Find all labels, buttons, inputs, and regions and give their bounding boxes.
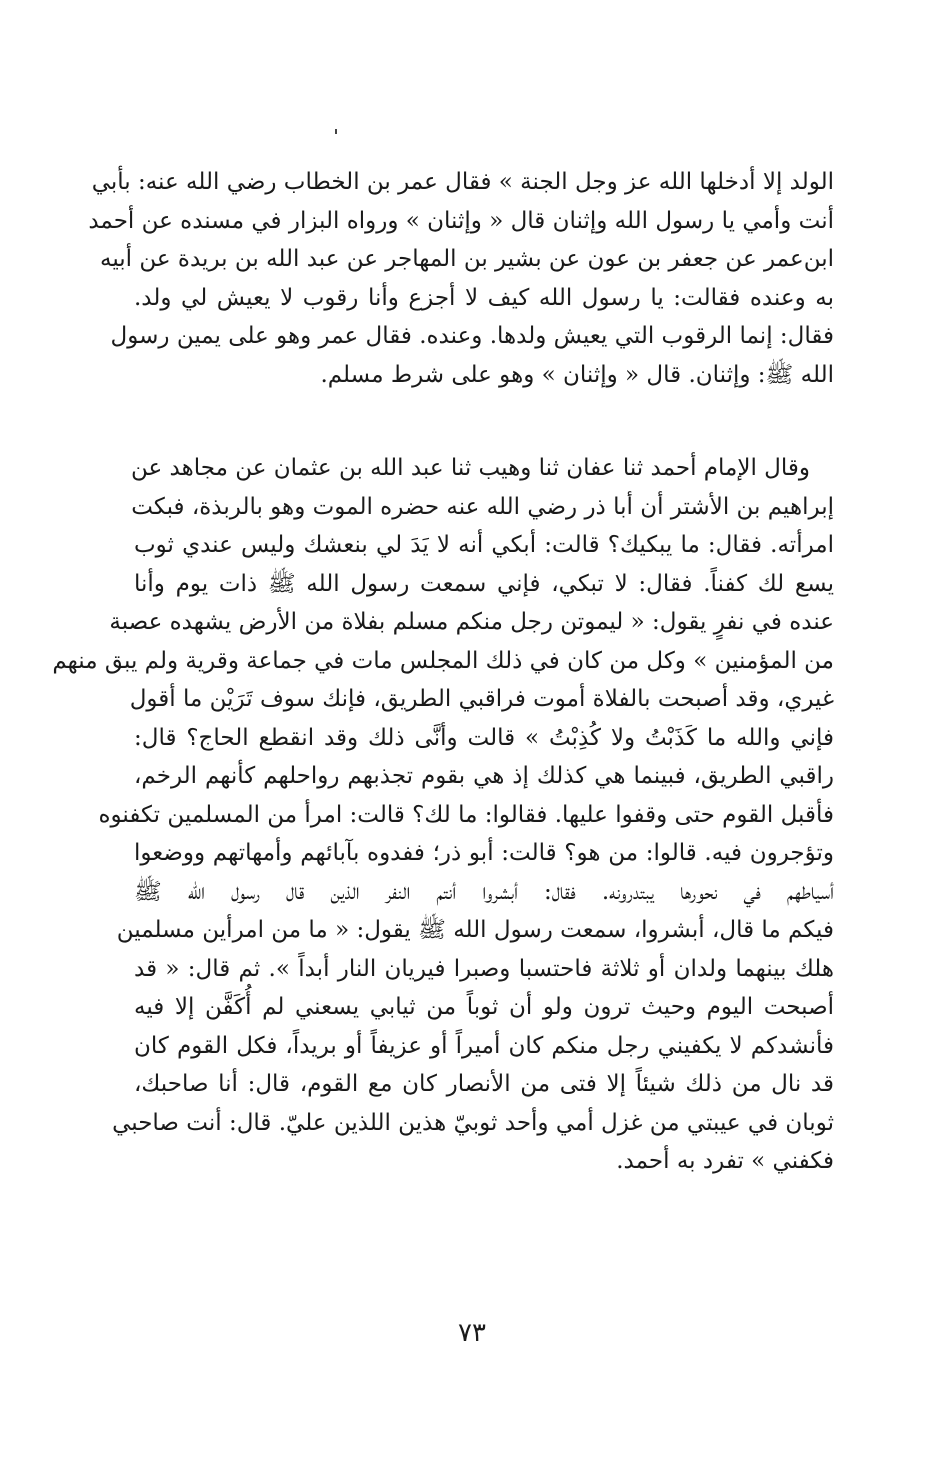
text-line: إبراهيم بن الأشتر أن أبا ذر رضي الله عنه حضره الموت وهو بالربذة، فبكت: [131, 493, 834, 520]
text-line: من المؤمنين » وكل من كان في ذلك المجلس مات في جماعة وقرية ولم يبق منهم: [52, 647, 834, 674]
text-line: هلك بينهما ولدان أو ثلاثة فاحتسبا وصبرا فيريان النار أبداً ». ثم قال: « قد: [134, 955, 834, 982]
text-line: قد نال من ذلك شيئاً إلا فتى من الأنصار كان مع القوم، قال: أنا صاحبك،: [134, 1071, 834, 1097]
paragraph-2: [52, 449, 834, 1181]
paragraph-1: [88, 163, 834, 394]
text-line: وتؤجرون فيه. قالوا: من هو؟ قالت: أبو ذر؛ ففدوه بآبائهم وأمهاتهم ووضعوا: [134, 840, 834, 866]
text-line: راقبي الطريق، فبينما هي كذلك إذ هي بقوم تجذبهم رواحلهم كأنهم الرخم،: [134, 763, 834, 789]
text-line: امرأته. فقال: ما يبكيك؟ قالت: أبكي أنه لا يَدَ لي بنعشك وليس عندي ثوب: [134, 532, 834, 558]
text-line: فكفني » تفرد به أحمد.: [616, 1148, 834, 1174]
text-line: يسع لك كفناً. فقال: لا تبكي، فإني سمعت رسول الله ﷺ ذات يوم وأنا: [134, 570, 834, 597]
text-line: فقال: إنما الرقوب التي يعيش ولدها. وعنده. فقال عمر وهو على يمين رسول: [110, 323, 834, 349]
text-line: وقال الإمام أحمد ثنا عفان ثنا وهيب ثنا عبد الله بن عثمان عن مجاهد عن: [131, 455, 810, 481]
ink-speck: [335, 129, 337, 134]
text-line: ثوبان في عيبتي من غزل أمي وأحد ثوبيّ هذين اللذين عليّ. قال: أنت صاحبي: [112, 1109, 834, 1136]
text-line: غيري، وقد أصبحت بالفلاة أموت فراقبي الطريق، فإنك سوف تَرَيْن ما أقول: [129, 686, 834, 712]
text-line: الله ﷺ: وإثنان. قال « وإثنان » وهو على شرط مسلم.: [320, 361, 834, 388]
text-line: فيكم ما قال، أبشروا، سمعت رسول الله ﷺ يقول: « ما من امرأين مسلمين: [116, 917, 834, 943]
text-line: الولد إلا أدخلها الله عز وجل الجنة » فقال عمر بن الخطاب رضي الله عنه: بأبي: [91, 169, 834, 195]
text-line: ابن‌عمر عن جعفر بن عون عن بشير بن المهاجر عن عبد الله بن بريدة عن أبيه: [100, 246, 834, 272]
text-line: فأقبل القوم حتى وقفوا عليها. فقالوا: ما لك؟ قالت: امرأ من المسلمين تكفنوه: [98, 801, 834, 828]
text-line: أسياطهم في نحورها يبتدرونه. فقال: أبشروا أنتم النفر الذين قال رسول الله ﷺ: [134, 878, 834, 905]
text-line: أصبحت اليوم وحيث ترون ولو أن ثوباً من ثيابي يسعني لم أُكَفَّن إلا فيه: [134, 994, 834, 1020]
text-line: به وعنده فقالت: يا رسول الله كيف لا أجزع وأنا رقوب لا يعيش لي ولد.: [134, 284, 834, 311]
text-line: فأنشدكم لا يكفيني رجل منكم كان أميراً أو عزيفاً أو بريداً، فكل القوم كان: [134, 1032, 834, 1059]
text-line: عنده في نفرٍ يقول: « ليموتن رجل منكم مسلم بفلاة من الأرض يشهده عصبة: [109, 609, 834, 635]
page-number: ٧٣: [458, 1318, 486, 1348]
text-line: أنت وأمي يا رسول الله وإثنان قال « وإثنان » ورواه البزار في مسنده عن أحمد: [88, 207, 834, 234]
text-line: فإني والله ما كَذَبْتُ ولا كُذِبْتُ » قالت وأنَّى ذلك وقد انقطع الحاج؟ قال:: [134, 724, 834, 751]
